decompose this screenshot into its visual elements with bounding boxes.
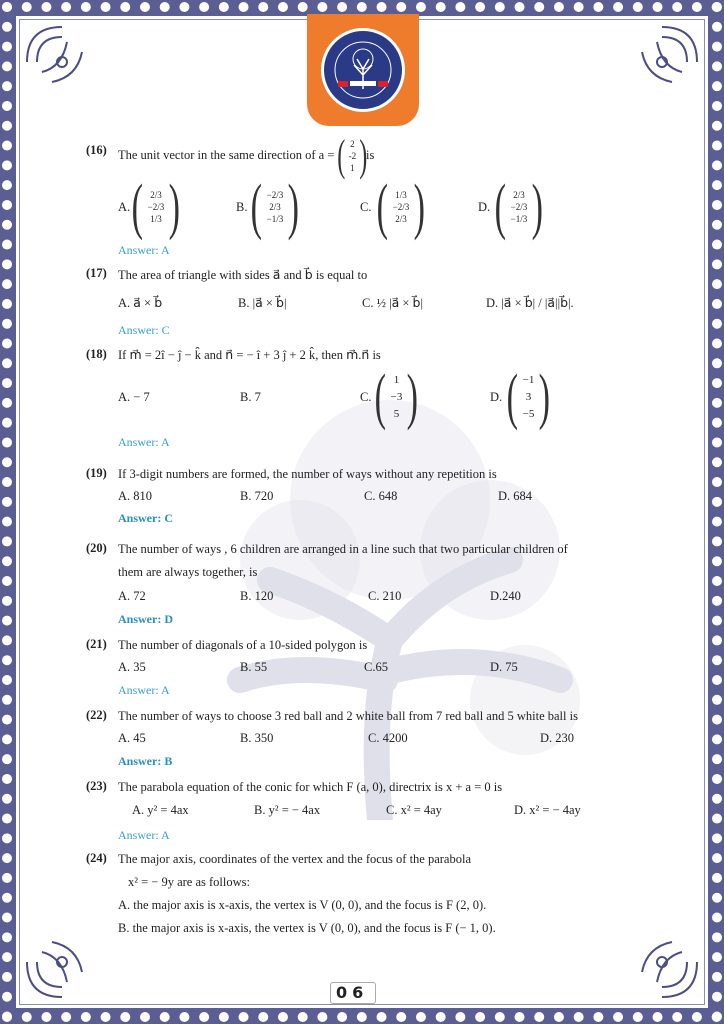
option-d: D. 75	[490, 660, 518, 674]
option-label: B.	[236, 200, 248, 214]
option-b: B. 55	[240, 660, 268, 674]
question-text: The number of diagonals of a 10-sided polygon is	[118, 638, 368, 652]
question-text: The parabola equation of the conic for which F (a, 0), directrix is x + a = 0 is	[118, 780, 503, 794]
corner-ornament-icon	[622, 22, 702, 102]
question-text: If 3-digit numbers are formed, the number of ways without any repetition is	[118, 467, 497, 481]
option-d: D. |a⃗ × b⃗| / |a⃗||b⃗|.	[486, 296, 574, 310]
page-number: 06	[336, 983, 369, 1002]
option-label: D.	[490, 390, 503, 404]
question-number: (19)	[86, 466, 107, 480]
option-a: A. 45	[118, 731, 146, 745]
question-text-line2: x² = − 9y are as follows:	[128, 875, 250, 889]
option-a: A. the major axis is x-axis, the vertex is V (0, 0), and the focus is F (2, 0).	[118, 898, 487, 912]
question-text: The number of ways , 6 children are arranged in a line such that two particular children of	[118, 542, 568, 556]
option-a: A. 35	[118, 660, 146, 674]
tree-logo-icon	[324, 31, 402, 109]
option-d: D.240	[490, 589, 521, 603]
corner-ornament-icon	[622, 922, 702, 1002]
question-number: (18)	[86, 347, 107, 361]
question-text: The unit vector in the same direction of a =	[118, 148, 335, 162]
option-b: B. 350	[240, 731, 274, 745]
option-b: B. 720	[240, 489, 274, 503]
option-b: B. 7	[240, 390, 261, 404]
question-text: The major axis, coordinates of the vertex and the focus of the parabola	[118, 852, 471, 866]
option-b: B. the major axis is x-axis, the vertex is V (0, 0), and the focus is F (− 1, 0).	[118, 921, 496, 935]
option-a: A. a⃗ × b⃗	[118, 296, 163, 310]
option-d: D. x² = − 4ay	[514, 803, 581, 817]
question-text-end: is	[366, 148, 375, 162]
option-c: C. 4200	[368, 731, 408, 745]
option-a: A. 810	[118, 489, 153, 503]
logo	[321, 28, 405, 112]
option-label: C.	[360, 390, 372, 404]
option-label: D.	[478, 200, 491, 214]
option-b-matrix: ( −2/3 2/3 −1/3 )	[250, 173, 300, 241]
option-d: D. 230	[540, 731, 575, 745]
question-number: (21)	[86, 637, 107, 651]
question-text: The number of ways to choose 3 red ball and 2 white ball from 7 red ball and 5 white ball is	[118, 709, 578, 723]
answer: Answer: B	[118, 754, 173, 768]
question-number: (17)	[86, 266, 107, 280]
question-number: (20)	[86, 541, 107, 555]
option-a: A. 72	[118, 589, 146, 603]
answer: Answer: D	[118, 612, 173, 626]
question-number: (23)	[86, 779, 107, 793]
option-a-matrix: ( 2/3 −2/3 1/3 )	[131, 173, 181, 241]
answer: Answer: A	[118, 243, 170, 257]
option-c: C.65	[364, 660, 388, 674]
question-number: (24)	[86, 851, 107, 865]
corner-ornament-icon	[22, 922, 102, 1002]
option-d-matrix: ( 2/3 −2/3 −1/3 )	[494, 173, 544, 241]
question-text-line2: them are always together, is	[118, 565, 258, 579]
option-c: C. 210	[368, 589, 402, 603]
answer: Answer: A	[118, 683, 170, 697]
option-label: C.	[360, 200, 372, 214]
answer: Answer: C	[118, 511, 173, 525]
option-a: A. y² = 4ax	[132, 803, 189, 817]
option-label: A.	[118, 200, 131, 214]
option-c: C. 648	[364, 489, 398, 503]
answer: Answer: A	[118, 828, 170, 842]
option-b: B. |a⃗ × b⃗|	[238, 296, 287, 310]
option-b: B. y² = − 4ax	[254, 803, 321, 817]
option-c: C. x² = 4ay	[386, 803, 442, 817]
option-c-matrix: ( 1/3 −2/3 2/3 )	[376, 173, 426, 241]
option-d-matrix: ( −1 3 −5 )	[506, 363, 551, 431]
option-b: B. 120	[240, 589, 274, 603]
question-text: The area of triangle with sides a⃗ and b⃗ is equal to	[118, 268, 368, 282]
logo-tab	[307, 14, 419, 126]
option-c-matrix: ( 1 −3 5 )	[374, 363, 419, 431]
question-number: (22)	[86, 708, 107, 722]
answer: Answer: A	[118, 435, 170, 449]
answer: Answer: C	[118, 323, 170, 337]
corner-ornament-icon	[22, 22, 102, 102]
option-a: A. − 7	[118, 390, 150, 404]
vector-given: ( 2 -2 1 )	[337, 131, 368, 180]
question-text: If m⃗ = 2î − ĵ − k̂ and n⃗ = − î + 3 ĵ + 2 k̂, then m⃗.n⃗ is	[118, 348, 381, 362]
option-d: D. 684	[498, 489, 533, 503]
option-c: C. ½ |a⃗ × b⃗|	[362, 296, 423, 310]
question-number: (16)	[86, 143, 107, 157]
